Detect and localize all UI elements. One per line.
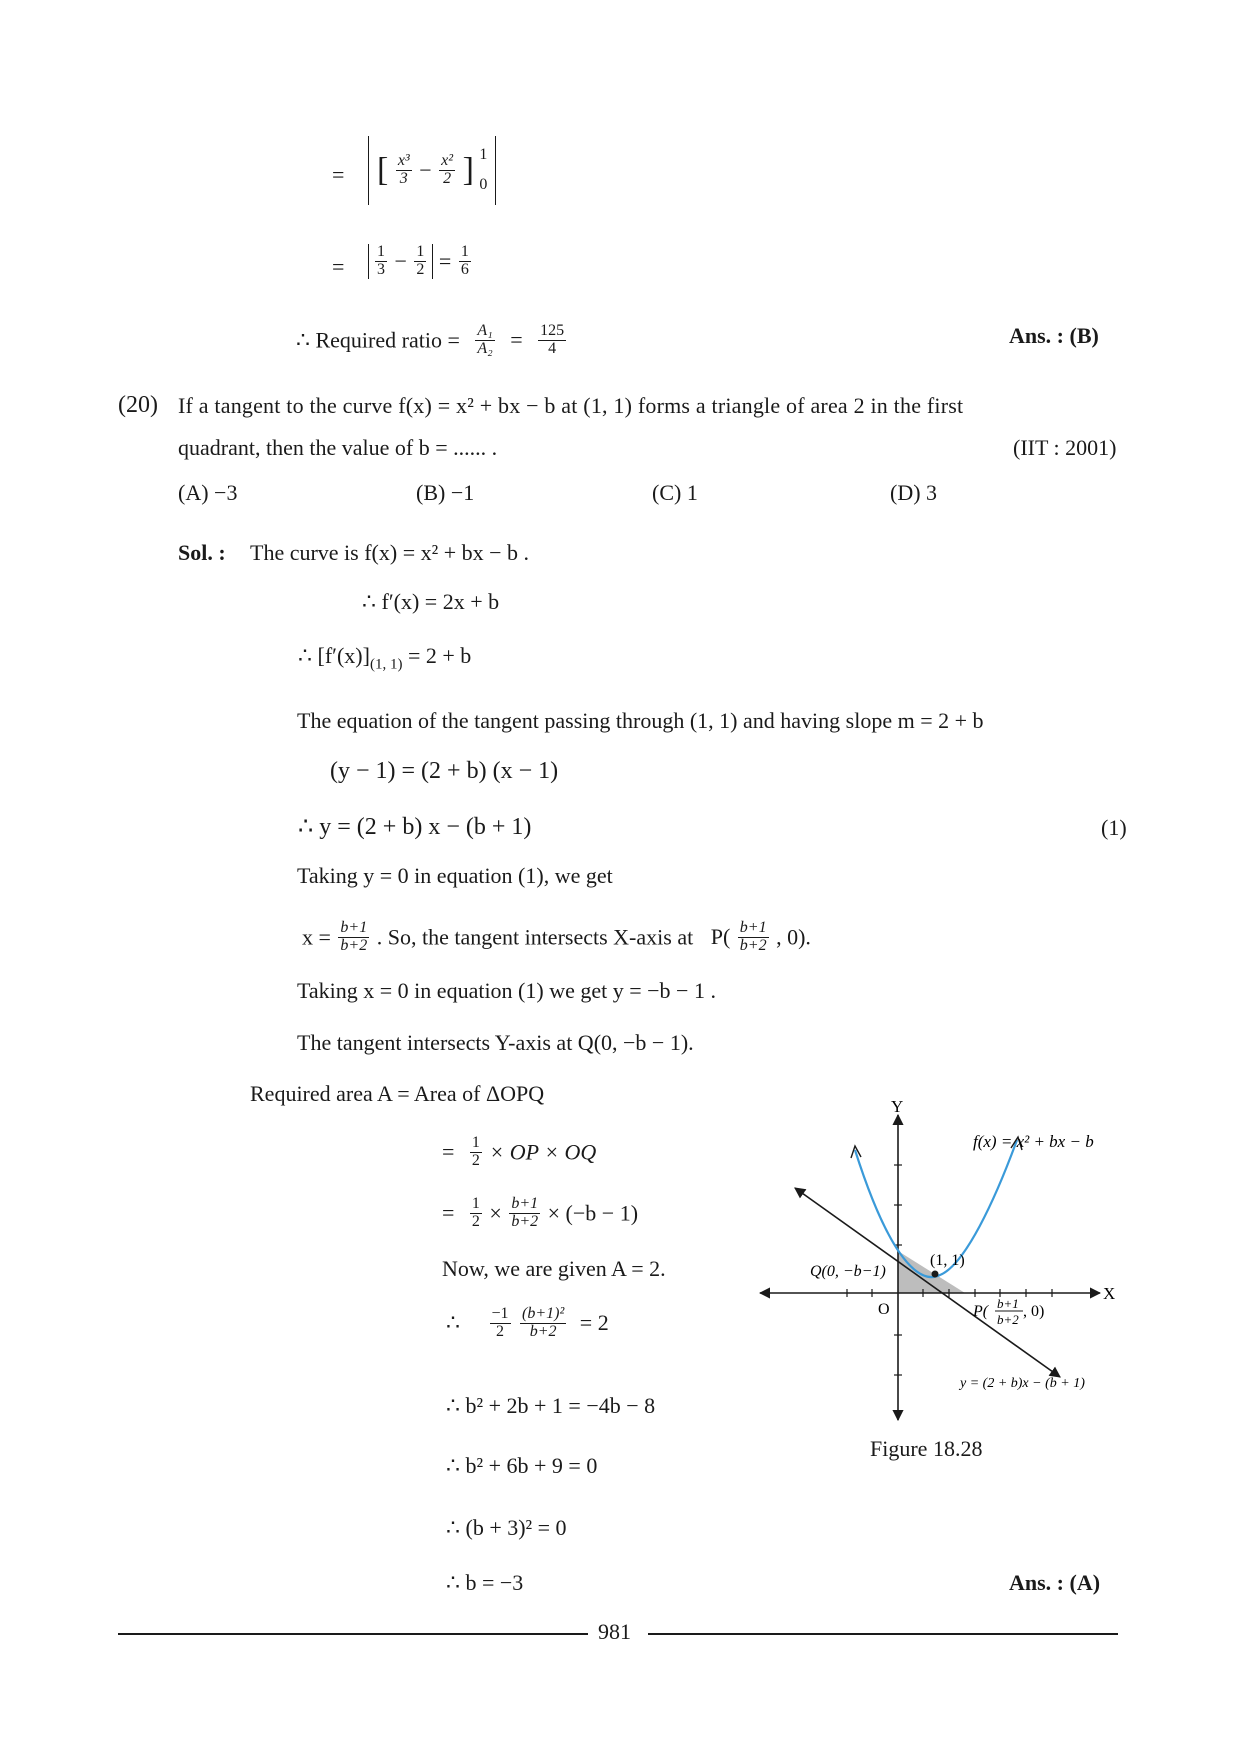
integral-abs-expression: [ $\frac{\text{x³}}{3}$ − $\frac{\text{x²}}{2}$ ] 1 0	[368, 136, 496, 205]
equation-step4: ∴ (b + 3)² = 0	[446, 1515, 567, 1540]
question-source: (IIT : 2001)	[1013, 435, 1117, 460]
p-frac-numerator: b+1	[997, 1296, 1019, 1311]
figure-caption: Figure 18.28	[870, 1436, 983, 1461]
x-axis-label: X	[1103, 1284, 1116, 1303]
equation-step2: ∴ b² + 2b + 1 = −4b − 8	[446, 1393, 656, 1418]
q-label: Q(0, −b−1)	[810, 1263, 886, 1280]
curve-label: f(x) = x² + bx − b	[973, 1132, 1094, 1151]
solution-line2: ∴ f′(x) = 2x + b	[362, 589, 500, 614]
given-area-line: Now, we are given A = 2.	[442, 1256, 666, 1281]
question-text-line2: quadrant, then the value of b = ...... .	[178, 435, 498, 460]
abs-difference: $\frac{1}{3}$ − $\frac{1}{2}$ = $\frac{1}{6}$	[368, 244, 473, 279]
solution-line3: ∴ $[f'(x)]_{(1, 1)} = 2 + b$	[298, 643, 472, 673]
question-text-line1: If a tangent to the curve f(x) = x² + bx − b at (1, 1) forms a triangle of area 2 in the first	[178, 393, 964, 418]
equation-step5: ∴ b = −3	[446, 1570, 524, 1595]
required-area-line: Required area A = Area of ΔOPQ	[250, 1081, 545, 1106]
solution-line5: (y − 1) = (2 + b) (x − 1)	[330, 758, 559, 784]
page-number: 981	[598, 1619, 631, 1644]
solution-line1: The curve is f(x) = x² + bx − b .	[250, 540, 530, 565]
lower-limit: 0	[479, 176, 488, 194]
solution-line9: Taking x = 0 in equation (1) we get y = −b − 1 .	[297, 978, 716, 1003]
line-label: y = (2 + b)x − (b + 1)	[960, 1376, 1085, 1391]
upper-limit: 1	[479, 146, 488, 163]
area2-eq1: =	[332, 162, 345, 187]
p-frac-denominator: b+2	[997, 1312, 1019, 1327]
option-c: (C) 1	[652, 480, 698, 505]
equation-step3: ∴ b² + 6b + 9 = 0	[446, 1453, 598, 1478]
origin-label: O	[878, 1301, 890, 1318]
required-ratio-line: ∴ Required ratio = $\frac{\text{A₁}}{\text{A₂}}$ = $\frac{125}{4}$	[296, 322, 565, 357]
solution-line7: Taking y = 0 in equation (1), we get	[297, 863, 613, 888]
area2-eq2: =	[332, 254, 345, 279]
figure-18-28	[755, 1100, 1155, 1430]
y-axis-label: Y	[891, 1100, 904, 1116]
solution-line8: x = $\frac{b+1}{b+2}$ . So, the tangent intersects X-axis at P( $\frac{b+1}{b+2}$ , 0).	[302, 919, 811, 954]
answer-b: Ans. : (B)	[1009, 323, 1099, 348]
point-label: (1, 1)	[930, 1252, 965, 1269]
solution-label: Sol. :	[178, 540, 226, 565]
solution-line4: The equation of the tangent passing through (1, 1) and having slope m = 2 + b	[297, 708, 984, 733]
solution-line10: The tangent intersects Y-axis at Q(0, −b − 1).	[297, 1030, 694, 1055]
footer-rule-right	[648, 1633, 1118, 1635]
answer-a: Ans. : (A)	[1009, 1570, 1101, 1595]
equation-step1: ∴ $\frac{-1}{2}$ $\frac{\text{(b+1)²}}{b+2}$ = 2	[446, 1305, 609, 1340]
question-number: (20)	[118, 392, 158, 418]
option-b: (B) −1	[416, 480, 475, 505]
option-d: (D) 3	[890, 480, 938, 505]
area-step1: = $\frac{1}{2}$ × OP × OQ	[442, 1134, 597, 1169]
p-label: P(	[973, 1303, 989, 1320]
footer-rule-left	[118, 1633, 588, 1635]
option-a: (A) −3	[178, 480, 238, 505]
equation-tag: (1)	[1101, 815, 1127, 840]
area-step2: = $\frac{1}{2}$ × $\frac{b+1}{b+2}$ × (−b − 1)	[442, 1195, 639, 1230]
tangent-point	[932, 1271, 939, 1278]
solution-line6: ∴ y = (2 + b) x − (b + 1)	[298, 814, 532, 840]
p-label-end: , 0)	[1023, 1303, 1045, 1320]
tangent-line	[795, 1188, 1060, 1377]
